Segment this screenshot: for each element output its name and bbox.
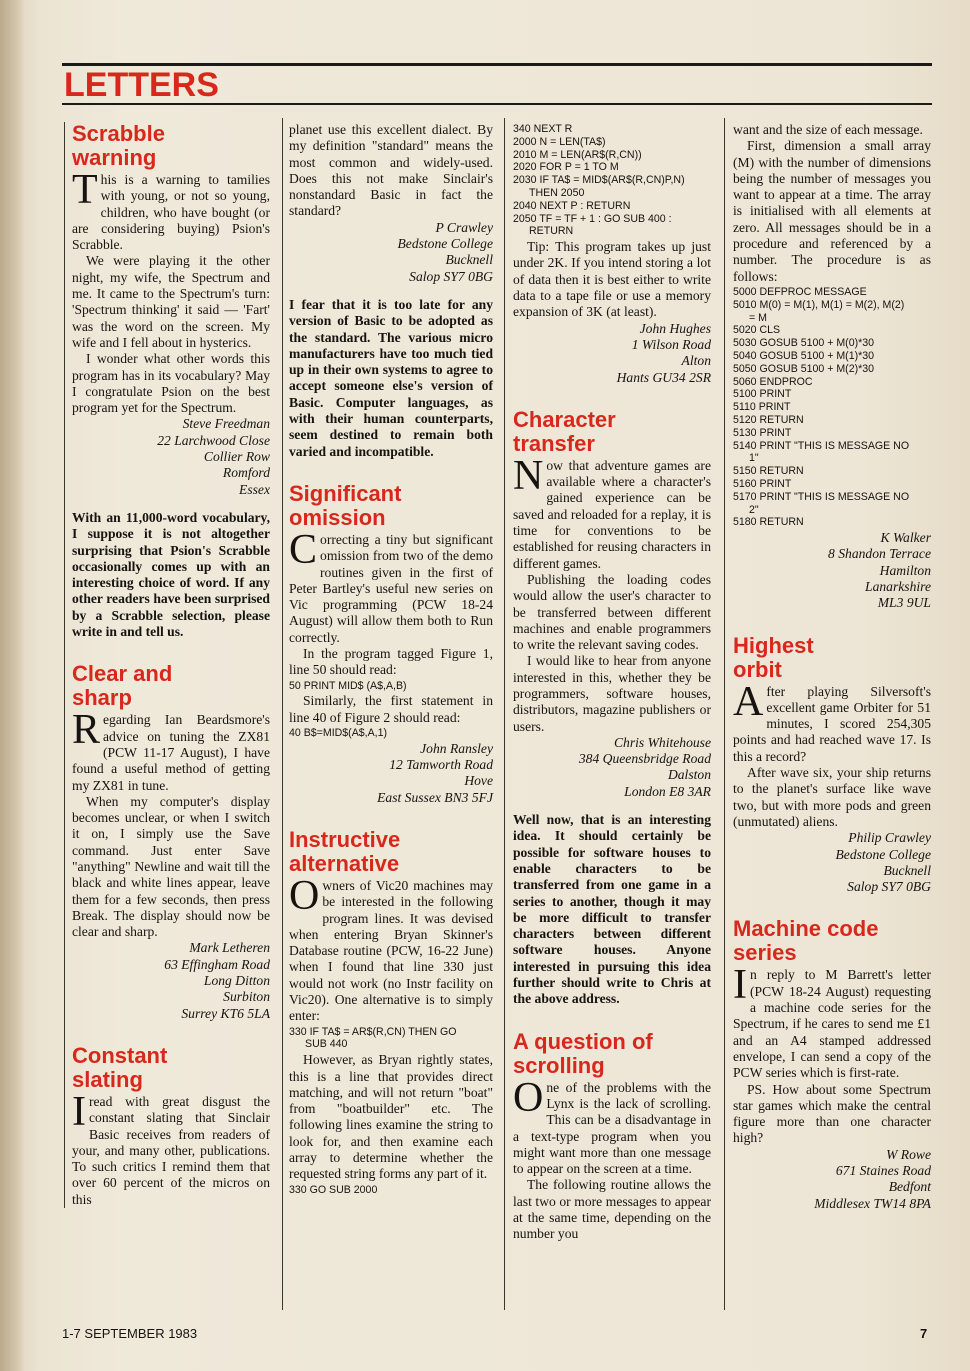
- letter-signature: John Ransley 12 Tamworth Road Hove East Sussex BN3 5FJ: [377, 740, 493, 805]
- footer-date: 1-7 SEPTEMBER 1983: [62, 1326, 198, 1341]
- letter-body: Regarding Ian Beardsmore's advice on tuning the ZX81 (PCW 11-17 August), I have found a useful method of getting my ZX81 in tune.: [72, 707, 270, 793]
- letter-heading: Scrabble warning: [72, 121, 165, 170]
- letter-signature: Steve Freedman 22 Larchwood Close Collier Row Romford Essex: [157, 416, 270, 497]
- letter-signature: K Walker 8 Shandon Terrace Hamilton Lanarkshire ML3 9UL: [828, 530, 931, 611]
- code-listing: 330 IF TA$ = AR$(R,CN) THEN GO SUB 440: [289, 1025, 457, 1051]
- code-listing: 340 NEXT R 2000 N = LEN(TA$) 2010 M = LEN(AR$(R,CN)) 2020 FOR P = 1 TO M 2030 IF TA$ = MID$(AR$(R,CN)P,N) THEN 2050 2040 NEXT P : RETURN 2050 TF = TF + 1 : GO SUB 400 : RETURN: [513, 123, 685, 238]
- column-3: [513, 122, 711, 1243]
- column-divider: [504, 118, 505, 1310]
- letter-body: want and the size of each message.: [733, 122, 923, 137]
- letter-heading: Highest orbit: [733, 632, 814, 682]
- code-listing: 330 GO SUB 2000: [289, 1183, 378, 1196]
- letter-body: After playing Silversoft's excellent game Orbiter for 51 minutes, I scored 254,305 points and had reached wave 17. Is this a record?: [733, 678, 931, 764]
- drop-cap: R: [72, 707, 101, 754]
- letter-body: Owners of Vic20 machines may be interested in the following program lines. It was devised when entering Bryan Skinner's Database routine (PCW, 16-22 June) when I found that line 330 just would not work (no Instr facility on Vic20). One alternative is to simply enter:: [289, 872, 493, 1024]
- letter-signature: Chris Whitehouse 384 Queensbridge Road Dalston London E8 3AR: [578, 734, 711, 799]
- drop-cap: C: [289, 526, 318, 573]
- letter-body: Publishing the loading codes would allow the user's character to be transferred between different machines and enable programmers to write the relevant saving codes.: [513, 571, 711, 653]
- letter-heading: Significant omission: [289, 480, 402, 530]
- letter-body: Now that adventure games are available where a character's gained experience can be saved and reloaded for a replay, it is time for conventions to be established for reusing characters in different games.: [513, 452, 711, 571]
- code-listing: 40 B$=MID$(A$,A,1): [289, 727, 388, 739]
- letter-signature: Philip Crawley Bedstone College Bucknell Salop SY7 0BG: [835, 830, 931, 895]
- letter-signature: John Hughes 1 Wilson Road Alton Hants GU34 2SR: [616, 320, 711, 385]
- letter-body: One of the problems with the Lynx is the lack of scrolling. This can be a disadvantage in a text-type program when you might want more than one message to appear on the screen at a time.: [513, 1074, 711, 1177]
- letter-heading: Instructive alternative: [289, 826, 401, 876]
- section-title: LETTERS: [64, 66, 219, 104]
- letter-heading: Character transfer: [513, 406, 616, 456]
- letter-body: planet use this excellent dialect. By my definition "standard" means the most common and widely-used. Does this not make Sinclair's nonstandard Basic in fact the standard?: [289, 122, 493, 219]
- code-listing: 50 PRINT MID$ (A$,A,B): [289, 679, 407, 692]
- letter-body: Iread with great disgust the constant slating that Sinclair Basic receives from readers of your, and many other, publications. To such critics I remind them that over 60 percent of the micros on this: [72, 1088, 270, 1207]
- letter-signature: W Rowe 671 Staines Road Bedfont Middlesex TW14 8PA: [814, 1146, 931, 1211]
- header-rule: [62, 103, 932, 105]
- code-listing: 5000 DEFPROC MESSAGE 5010 M(0) = M(1), M(1) = M(2), M(2) = M 5020 CLS 5030 GOSUB 5100 + M(0)*30 5040 GOSUB 5100 + M(1)*30 5050 GOSUB 5100 + M(2)*30 5060 ENDPROC 5100 PRINT 5110 PRINT 5120 RETURN 5130 PRINT 5140 PRINT "THIS IS MESSAGE NO 1" 5150 RETURN 5160 PRINT 5170 PRINT "THIS IS MESSAGE NO 2" 5180 RETURN: [733, 285, 910, 529]
- drop-cap: O: [289, 872, 320, 919]
- drop-cap: A: [733, 678, 764, 725]
- editor-reply: Well now, that is an interesting idea. It should certainly be possible for software houses to enable characters to be transferred from one game in a series to another, though it may be more difficult to transfer characters between different software houses. Anyone interested in pursuing this idea further should write to Chris at the above address.: [513, 812, 711, 1007]
- letter-heading: Machine code series: [733, 916, 879, 966]
- drop-cap: O: [513, 1074, 544, 1121]
- drop-cap: I: [72, 1088, 86, 1135]
- column-1: [64, 122, 270, 1208]
- letter-body: Similarly, the first statement in line 40 of Figure 2 should read:: [289, 693, 493, 725]
- letter-body: This is a warning to tamilies with young, or not so young, children, who have bought (or are considering buying) Psion's Scrabble.: [72, 167, 270, 253]
- letter-body: Correcting a tiny but significant omission from two of the demo routines given in the first of Peter Bartley's useful new series on Vic programming (PCW 18-24 August) will allow them both to Run correctly.: [289, 526, 493, 645]
- page-spine: [0, 0, 26, 1371]
- editor-reply: I fear that it is too late for any version of Basic to be adopted as the standard. The various micro manufacturers have too much tied up in their own systems to agree to accept someone else's version of Basic. Computer languages, as with their human counterparts, seem destined to remain both varied and incompatible.: [289, 296, 493, 459]
- page-number: 7: [920, 1326, 928, 1341]
- editor-reply: With an 11,000-word vocabulary, I suppose it is not altogether surprising that Psion's Scrabble occasionally comes up with an interesting choice of word. If any other readers have been surprised by a Scrabble selection, please write in and tell us.: [72, 509, 270, 640]
- column-4: [733, 122, 931, 1212]
- letter-signature: P Crawley Bedstone College Bucknell Salop SY7 0BG: [397, 219, 493, 284]
- letter-body: The following routine allows the last two or more messages to appear at the same time, depending on the number you: [513, 1177, 711, 1242]
- letter-signature: Mark Letheren 63 Effingham Road Long Ditton Surbiton Surrey KT6 5LA: [164, 940, 270, 1021]
- letter-body: In reply to M Barrett's letter (PCW 18-24 August) requesting a machine code series for the Spectrum, if he cares to send me £1 and an A4 stamped addressed envelope, I can send a copy of the PCW series which is first-rate.: [733, 962, 931, 1081]
- letter-body: However, as Bryan rightly states, this is a line that provides direct matching, and will not return "boat" from "boatbuilder" etc. The following lines examine the string to look for, and then examine each array to determine whether the requested string forms any part of it.: [289, 1052, 493, 1182]
- letter-body: After wave six, your ship returns to the planet's surface like wave two, but with more pods and green (unmutated) aliens.: [733, 765, 931, 829]
- column-divider: [282, 118, 283, 1310]
- letter-body: In the program tagged Figure 1, line 50 should read:: [289, 646, 493, 678]
- letter-body: I would like to hear from anyone interested in this, whether they be programmers, software houses, distributors, magazine publishers or users.: [513, 653, 711, 734]
- column-divider: [724, 118, 725, 1310]
- letter-body: First, dimension a small array (M) with the number of dimensions being the number of messages you want to appear at a time. The array is initialised with all elements at zero. All messages should be in a procedure and referenced by a number. The procedure is as follows:: [733, 138, 931, 284]
- drop-cap: N: [513, 452, 544, 499]
- drop-cap: I: [733, 962, 747, 1009]
- letter-body: PS. How about some Spectrum star games which make the central figure more than one character high?: [733, 1081, 931, 1146]
- letter-heading: Clear and sharp: [72, 661, 173, 711]
- drop-cap: T: [72, 167, 98, 213]
- letter-body: Tip: This program takes up just under 2K. If you intend storing a lot of data then it is best either to write data to a tape file or use a memory expansion of 3K (at least).: [513, 239, 711, 320]
- column-2: [289, 122, 493, 1197]
- letter-body: When my computer's display becomes unclear, or when I switch it on, I simply use the Save command. Just enter Save "anything" Newline and wait till the black and white lines appear, leave them for a few seconds, then press Break. The display should now be clear and sharp.: [72, 793, 270, 940]
- letter-heading: A question of scrolling: [513, 1028, 653, 1078]
- letter-body: I wonder what other words this program has in its vocabulary? May I congratulate Psion on the best program yet for the Spectrum.: [72, 351, 270, 416]
- letter-heading: Constant slating: [72, 1042, 168, 1092]
- letter-body: We were playing it the other night, my wife, the Spectrum and me. It came to the Spectrum's turn: 'Spectrum thinking' it said — 'Fart' was the word on the screen. My wife and I fell about in hysterics.: [72, 253, 270, 350]
